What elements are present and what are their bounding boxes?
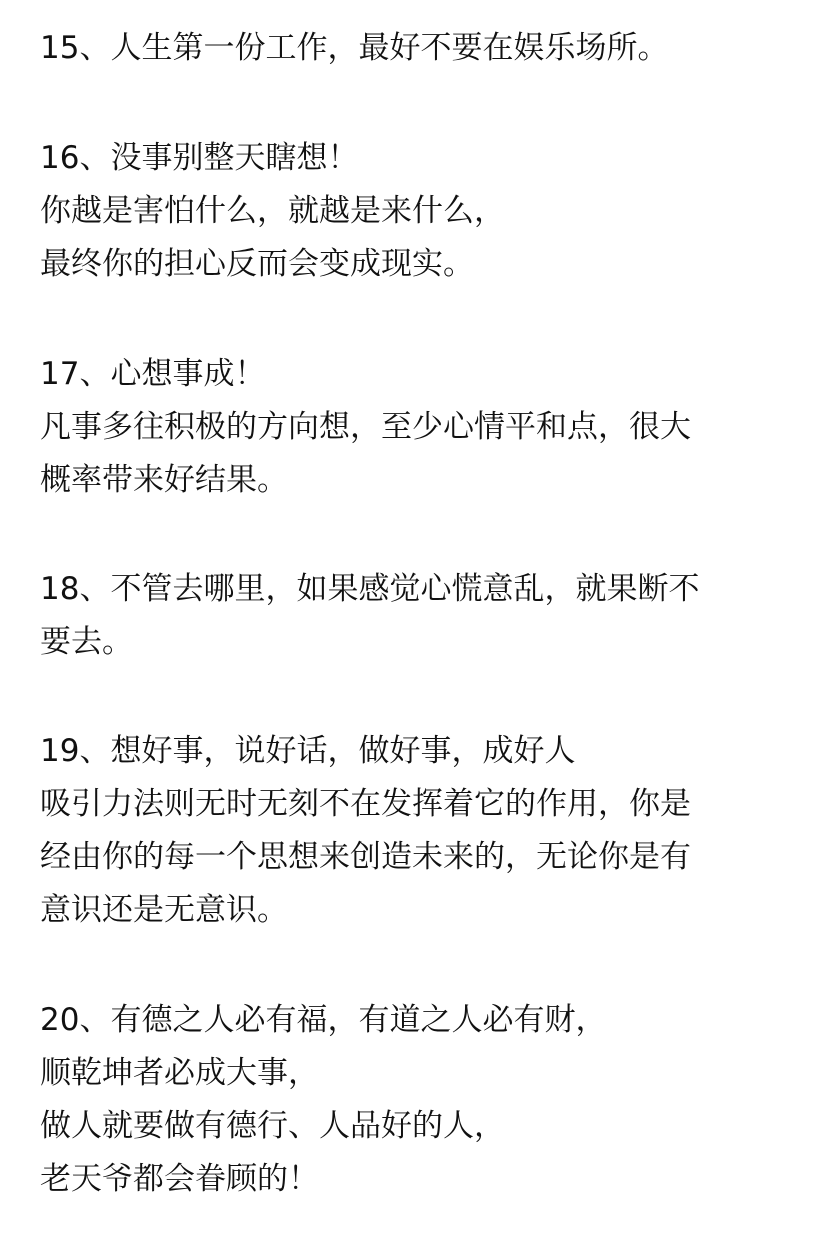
item-16-title: 16、没事别整天瞎想！ (40, 140, 359, 176)
item-16-line-2: 你越是害怕什么，就越是来什么， (40, 193, 505, 229)
item-19-line-2: 吸引力法则无时无刻不在发挥着它的作用，你是 (40, 786, 691, 822)
item-19-line-3: 经由你的每一个思想来创造未来的，无论你是有 (40, 839, 691, 875)
item-20-line-3: 做人就要做有德行、人品好的人， (40, 1108, 505, 1144)
item-16-line-3: 最终你的担心反而会变成现实。 (40, 246, 474, 282)
item-15-title: 15、人生第一份工作，最好不要在娱乐场所。 (40, 30, 669, 66)
item-17-line-3: 概率带来好结果。 (40, 462, 288, 498)
item-17-title: 17、心想事成！ (40, 356, 266, 392)
item-17-line-2: 凡事多往积极的方向想，至少心情平和点，很大 (40, 409, 691, 445)
item-18-line-2: 要去。 (40, 624, 133, 660)
item-19-line-4: 意识还是无意识。 (40, 892, 288, 928)
item-20-title: 20、有德之人必有福，有道之人必有财， (40, 1002, 607, 1038)
item-20-line-2: 顺乾坤者必成大事， (40, 1055, 319, 1091)
item-19-title: 19、想好事，说好话，做好事，成好人 (40, 733, 576, 769)
item-20-line-4: 老天爷都会眷顾的！ (40, 1161, 319, 1197)
item-18-title: 18、不管去哪里，如果感觉心慌意乱，就果断不 (40, 571, 700, 607)
